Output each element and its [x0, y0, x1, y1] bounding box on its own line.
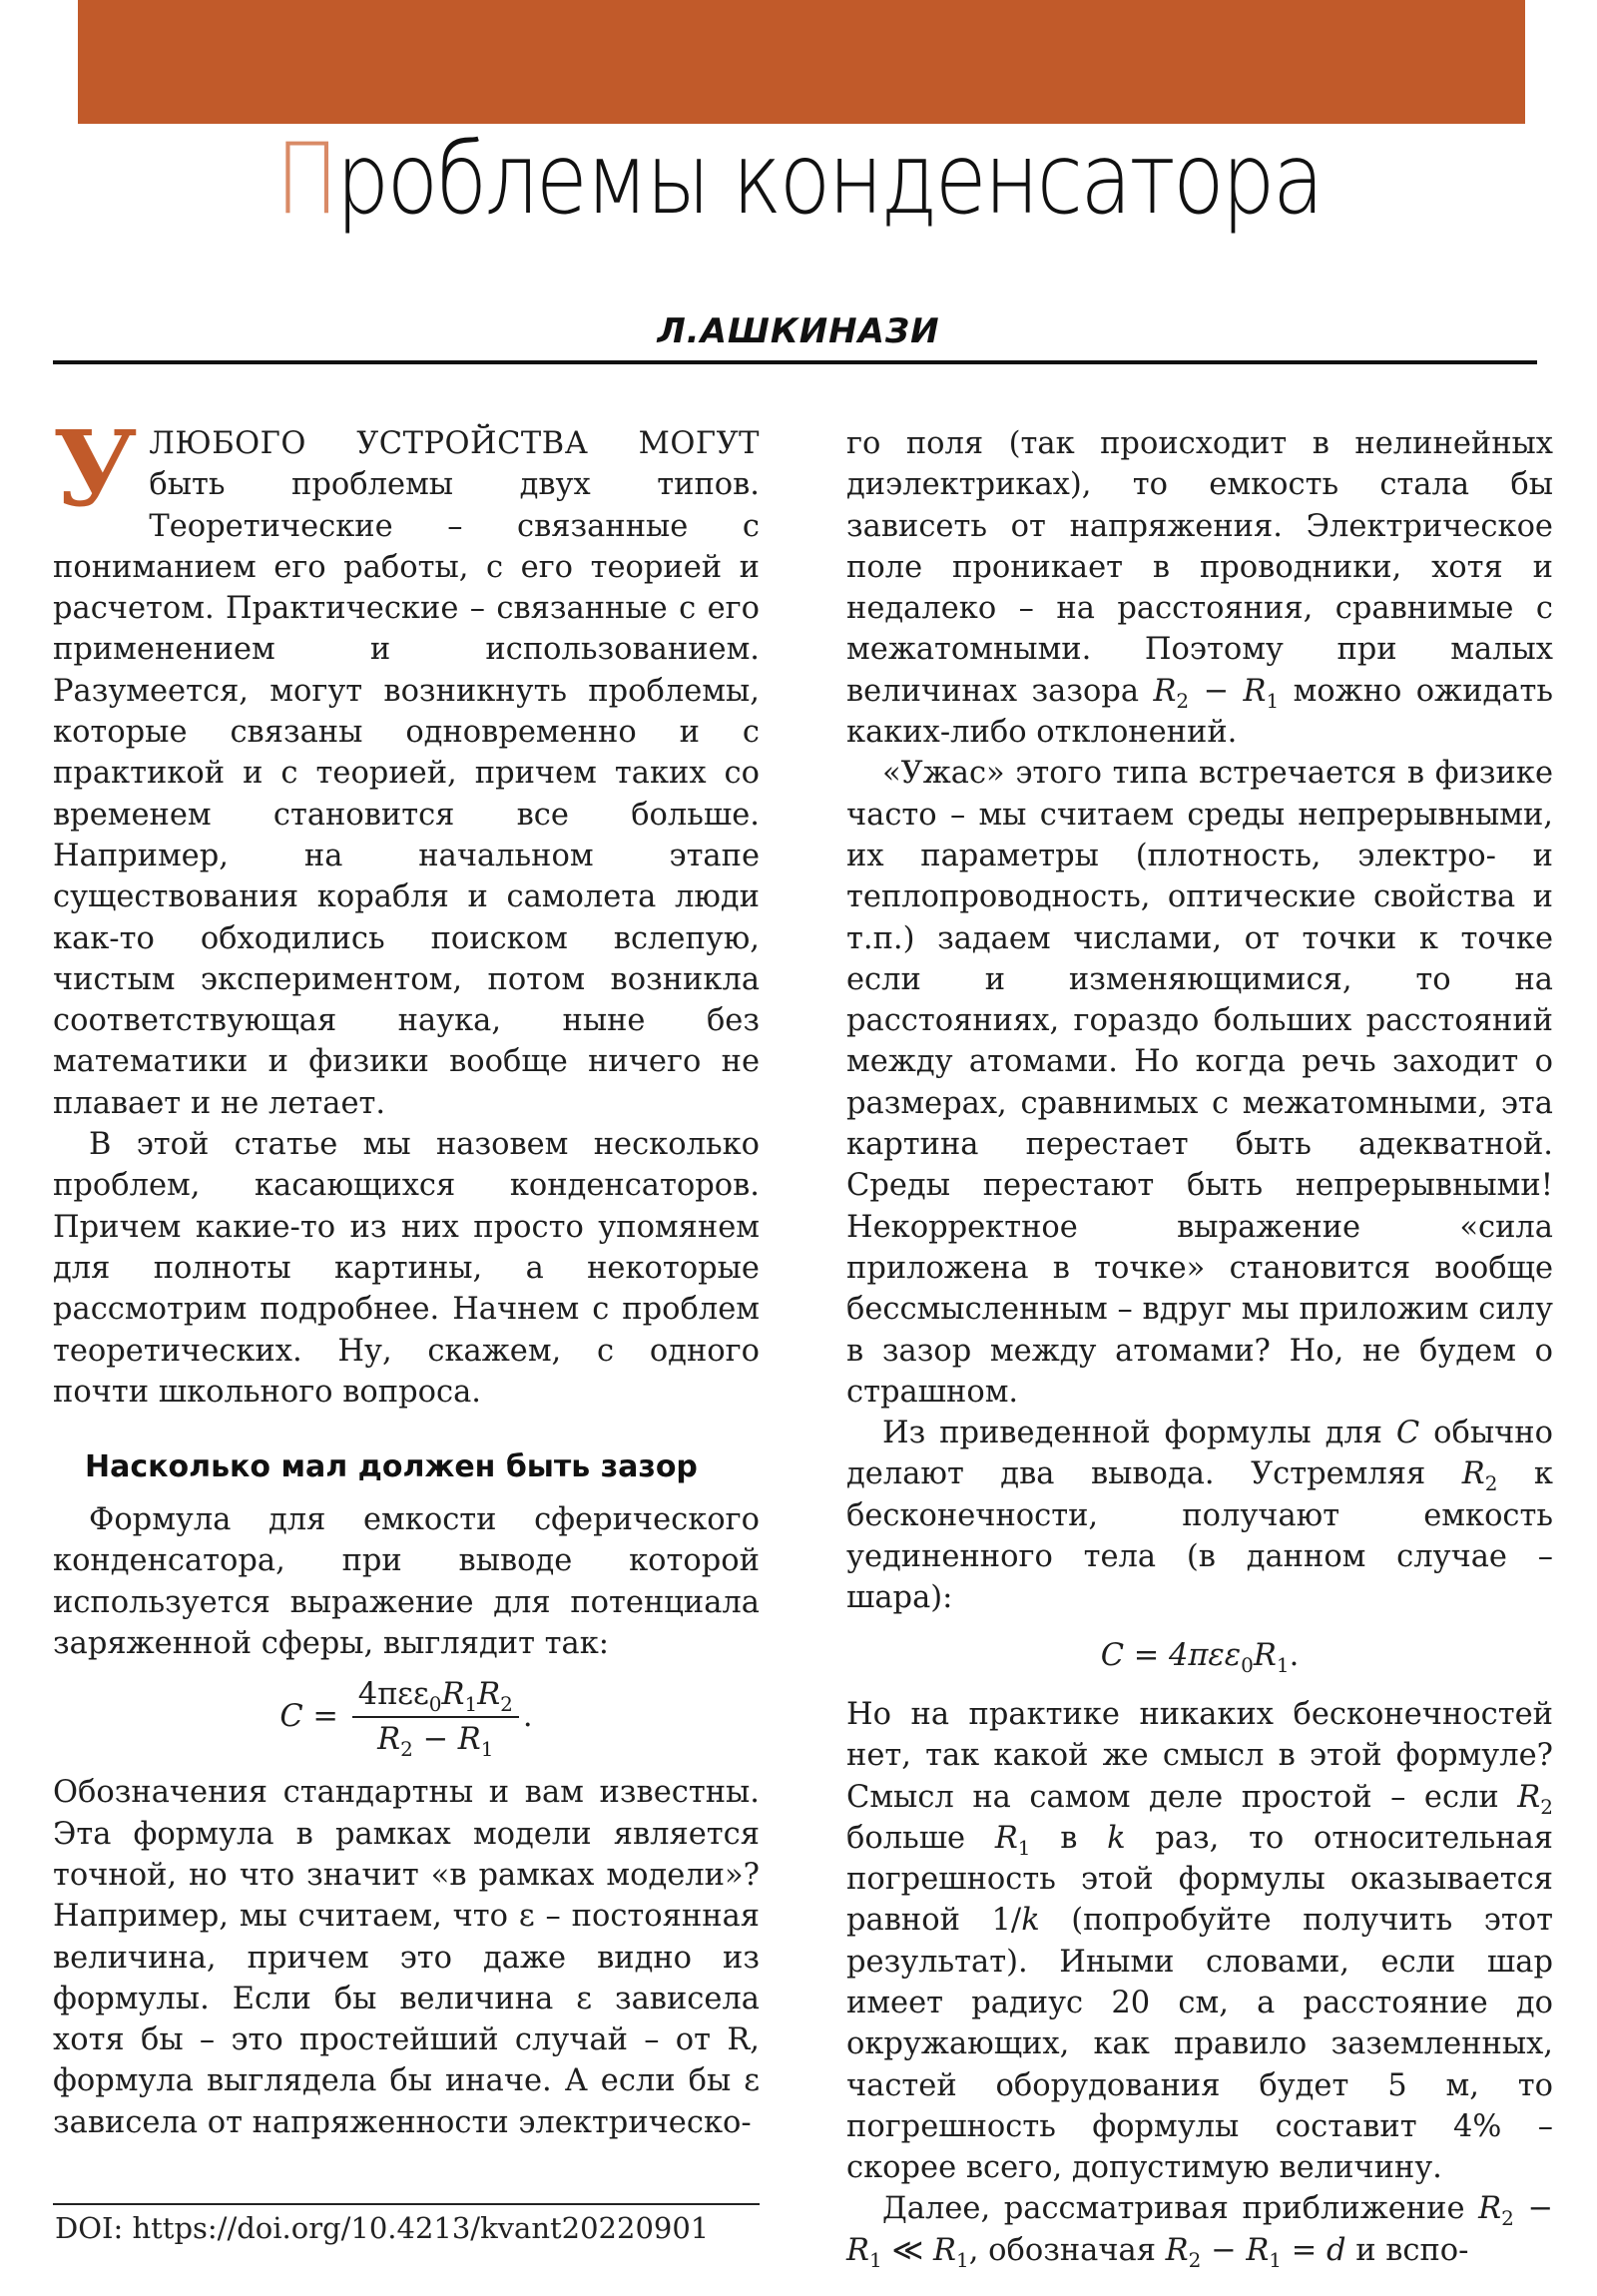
paragraph: Но на практике никаких бесконечностей нет, так какой же смысл в этой формуле? Смысл на самом деле простой – если $R_2$ больше $R_1$ в k раз, то относительная погрешность этой формулы оказывается равной 1/k (попробуйте получить этот результат). Иными словами, если шар имеет радиус 20 см, а расстояние до окружающих, как правило заземленных, частей оборудования будет 5 м, то погрешность формулы составит 4% – скорее всего, допустимую величину.	[846, 1696, 1554, 2186]
paragraph: Формула для емкости сферического конденсатора, при выводе которой используется выражение для потенциала заряженной сферы, выглядит так:	[53, 1502, 760, 1662]
fraction-numerator: $4\pi\varepsilon\varepsilon_0R_1R_2$	[352, 1674, 519, 1718]
paragraph: Далее, рассматривая приближение $R_2 - R_1$ ≪ $R_1$, обозначая $R_2 - R_1 = d$ и вспо-	[846, 2191, 1553, 2272]
intro-paragraph	[53, 407, 760, 1124]
header-rule	[53, 360, 1537, 364]
doi-link[interactable]: DOI: https://doi.org/10.4213/kvant20220901	[55, 2211, 710, 2245]
paragraph: В этой статье мы назовем несколько проблем, касающихся конденсаторов. Причем какие-то из них просто упомянем для полноты картины, а некоторые рассмотрим подробнее. Начнем с проблем теоретических. Ну, скажем, с одного почти школьного вопроса.	[53, 1127, 760, 1410]
author-name: Л.АШКИНАЗИ	[657, 311, 940, 351]
fraction-denominator: $R_2 - R_1$	[377, 1722, 494, 1762]
footnote-rule	[53, 2203, 760, 2205]
fraction	[352, 1674, 519, 1762]
intro-text: быть проблемы двух типов. Теоретические – связанные с пониманием его работы, с его теорией и расчетом. Практические – связанные с его применением и использованием. Разумеется, могут возникнуть проблемы, которые связаны одновременно и с практикой и с теорией, причем таких со временем становится все больше. Например, на начальном этапе существования корабля и самолета люди как-то обходились поиском вслепую, чистым экспериментом, потом возникла соответствующая наука, ныне без математики и физики вообще ничего не плавает и не летает.	[53, 467, 760, 1121]
intro-caps: ЛЮБОГО УСТРОЙСТВА МОГУТ	[149, 426, 760, 461]
capacitance-formula-isolated: $C = 4\pi\varepsilon\varepsilon_0R_1$.	[1100, 1637, 1300, 1677]
left-column	[53, 407, 760, 2143]
right-column	[846, 423, 1553, 2271]
paragraph: го поля (так происходит в нелинейных диэлектриках), то емкость стала бы зависеть от напряжения. Электрическое поле проникает в проводники, хотя и недалеко – на расстояния, сравнимые с межатомными. Поэтому при малых величинах зазора $R_2 - R_1$ можно ожидать каких-либо отклонений.	[846, 426, 1553, 751]
paragraph: Обозначения стандартны и вам известны. Эта формула в рамках модели является точной, но что значит «в рамках модели»? Например, мы считаем, что ε – постоянная величина, причем это даже видно из формулы. Если бы величина ε зависела хотя бы – это простейший случай – от R, формула выглядела бы иначе. А если бы ε зависела от напряженности электрическо-	[53, 1775, 760, 2140]
title-initial: П	[274, 123, 336, 237]
capacitance-formula-spherical: C = $\frac{4\pi\varepsilon\varepsilon_0R_1R_2}{R_2 - R_1}$ .	[53, 1674, 760, 1762]
page-title	[112, 125, 1485, 235]
paragraph: «Ужас» этого типа встречается в физике часто – мы считаем среды непрерывными, их параметры (плотность, электро- и теплопроводность, оптические свойства и т.п.) задаем числами, от точки к точке если и изменяющимися, то на расстояниях, гораздо больших расстояний между атомами. Но когда речь заходит о размерах, сравнимых с межатомными, эта картина перестает быть адекватной. Среды перестают быть непрерывными! Некорректное выражение «сила приложена в точке» становится вообще бессмысленным – вдруг мы приложим силу в зазор между атомами? Но, не будем о страшном.	[846, 756, 1553, 1410]
drop-cap: У	[53, 407, 138, 530]
title-rest: роблемы конденсатора	[335, 123, 1323, 237]
section-heading: Насколько мал должен быть зазор	[85, 1449, 698, 1485]
header-banner	[78, 0, 1525, 124]
paragraph: Из приведенной формулы для C обычно делают два вывода. Устремляя $R_2$ к бесконечности, получают емкость уединенного тела (в данном случае – шара):	[846, 1416, 1553, 1616]
